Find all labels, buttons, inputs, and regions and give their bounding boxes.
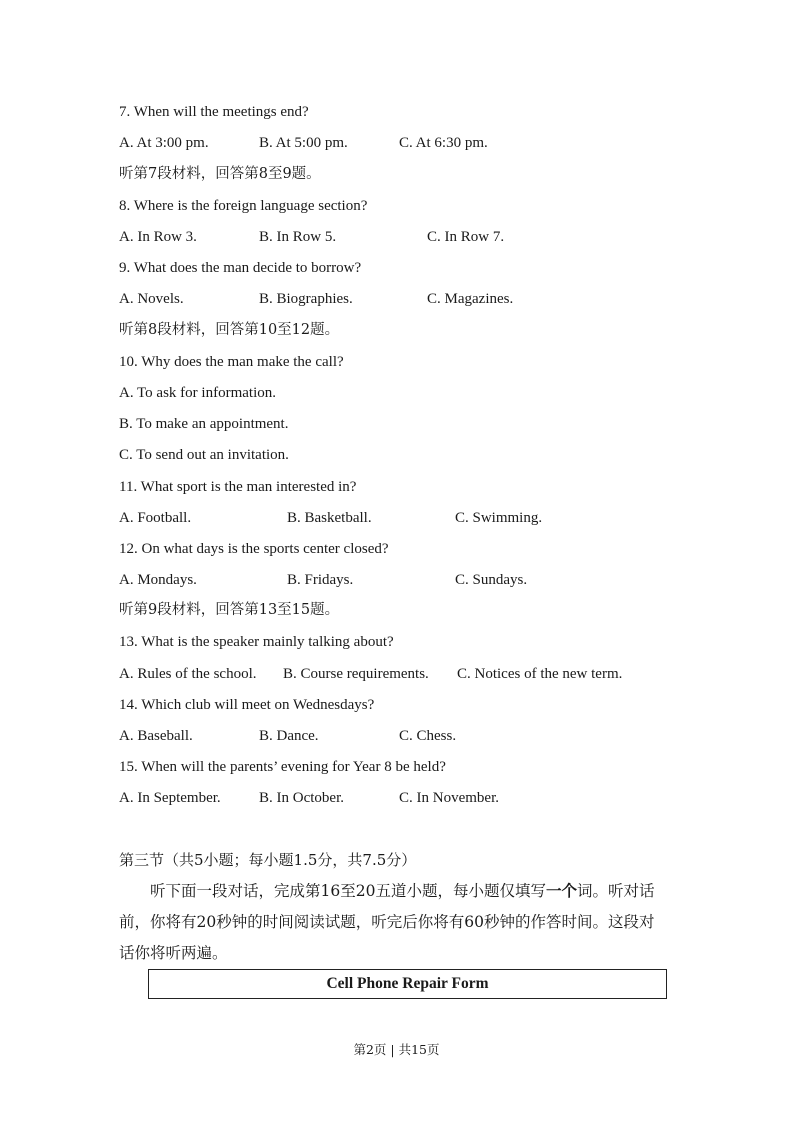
question-10-option-b: B. To make an appointment. bbox=[119, 416, 289, 432]
question-10-stem: 10. Why does the man make the call? bbox=[119, 354, 344, 370]
repair-form-title: Cell Phone Repair Form bbox=[326, 975, 489, 992]
part-3-instructions: 听下面一段对话，完成第16至20五道小题，每小题仅填写一个词。听对话前，你将有20秒钟的时间阅读试题，听完后你将有60秒钟的作答时间。这段对话你将听两遍。 bbox=[119, 881, 655, 962]
question-13-option-c: C. Notices of the new term. bbox=[457, 666, 623, 682]
question-9-option-a: A. Novels. bbox=[119, 291, 184, 307]
question-12-stem: 12. On what days is the sports center closed? bbox=[119, 541, 389, 557]
question-14-option-a: A. Baseball. bbox=[119, 728, 193, 744]
question-8-option-b: B. In Row 5. bbox=[259, 229, 337, 245]
question-7-stem: 7. When will the meetings end? bbox=[119, 104, 309, 120]
question-7-option-b: B. At 5:00 pm. bbox=[259, 135, 348, 151]
question-14-option-b: B. Dance. bbox=[259, 728, 319, 744]
question-7-option-a: A. At 3:00 pm. bbox=[119, 135, 209, 151]
section-9-instruction: 听第9段材料，回答第13至15题。 bbox=[119, 602, 340, 618]
section-8-instruction: 听第8段材料，回答第10至12题。 bbox=[119, 322, 340, 338]
question-15-option-b: B. In October. bbox=[259, 790, 344, 806]
question-11-option-c: C. Swimming. bbox=[455, 510, 543, 526]
question-15-option-c: C. In November. bbox=[399, 790, 499, 806]
question-8-stem: 8. Where is the foreign language section? bbox=[119, 198, 368, 214]
question-11-option-b: B. Basketball. bbox=[287, 510, 372, 526]
instruction-emphasis: 一个 bbox=[545, 881, 577, 900]
question-8-option-a: A. In Row 3. bbox=[119, 229, 197, 245]
question-13-stem: 13. What is the speaker mainly talking about? bbox=[119, 634, 394, 650]
question-10-option-c: C. To send out an invitation. bbox=[119, 447, 289, 463]
question-9-option-c: C. Magazines. bbox=[427, 291, 514, 307]
section-7-instruction: 听第7段材料，回答第8至9题。 bbox=[119, 166, 321, 182]
question-8-option-c: C. In Row 7. bbox=[427, 229, 505, 245]
question-7-option-c: C. At 6:30 pm. bbox=[399, 135, 488, 151]
question-15-option-a: A. In September. bbox=[119, 790, 221, 806]
question-12-option-b: B. Fridays. bbox=[287, 572, 354, 588]
question-9-option-b: B. Biographies. bbox=[259, 291, 353, 307]
question-10-option-a: A. To ask for information. bbox=[119, 385, 276, 401]
part-3-heading: 第三节（共5小题；每小题1.5分，共7.5分） bbox=[119, 851, 417, 869]
question-14-option-c: C. Chess. bbox=[399, 728, 457, 744]
question-15-stem: 15. When will the parents’ evening for Year 8 be held? bbox=[119, 759, 446, 775]
question-12-option-a: A. Mondays. bbox=[119, 572, 197, 588]
page-footer: 第2页 | 共15页 bbox=[353, 1042, 440, 1057]
question-14-stem: 14. Which club will meet on Wednesdays? bbox=[119, 697, 375, 713]
question-13-option-b: B. Course requirements. bbox=[283, 666, 429, 682]
repair-form-header bbox=[148, 969, 667, 999]
question-11-option-a: A. Football. bbox=[119, 510, 192, 526]
question-12-option-c: C. Sundays. bbox=[455, 572, 528, 588]
question-9-stem: 9. What does the man decide to borrow? bbox=[119, 260, 362, 276]
question-11-stem: 11. What sport is the man interested in? bbox=[119, 479, 357, 495]
question-13-option-a: A. Rules of the school. bbox=[119, 666, 257, 682]
